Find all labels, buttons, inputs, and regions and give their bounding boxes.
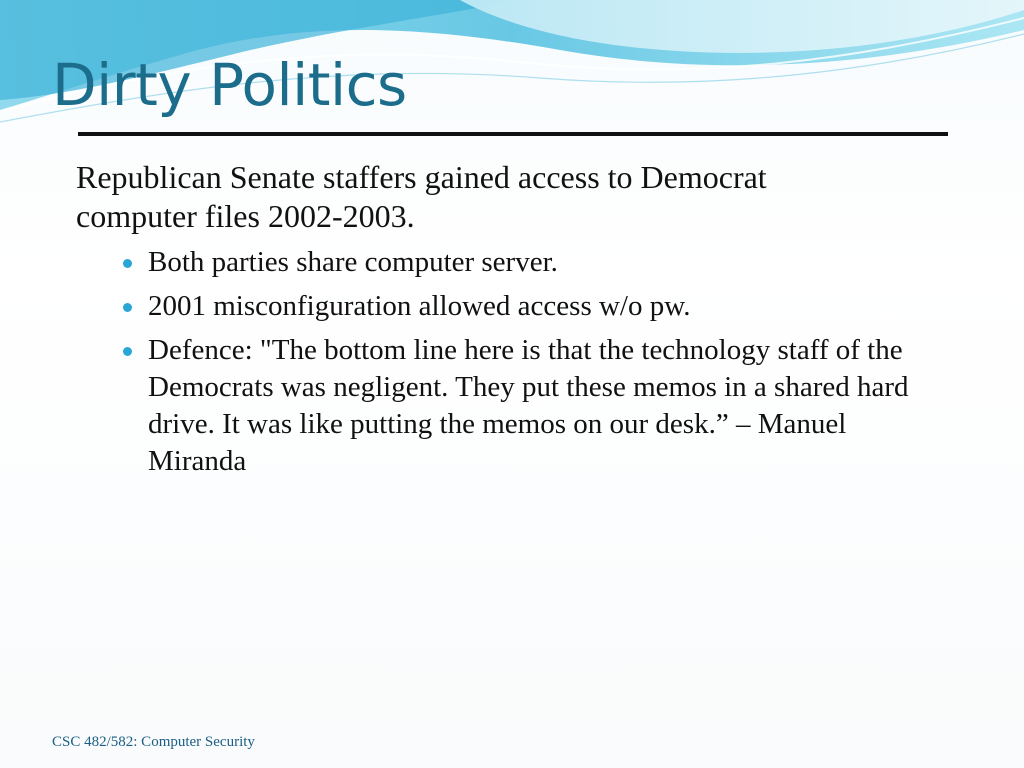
bullet-item (148, 244, 918, 281)
bullet-list (76, 244, 936, 480)
lead-paragraph: Republican Senate staffers gained access to Democrat computer files 2002-2003. (76, 159, 767, 234)
bullet-text: Defence: "The bottom line here is that the technology staff of the Democrats was negligent. They put these memos in a shared hard drive. It was like putting the memos on our desk.” – Manuel Miranda (148, 334, 909, 477)
title-divider (78, 132, 948, 136)
slide-body (76, 158, 936, 487)
bullet-dot-icon (123, 303, 132, 312)
bullet-item (148, 332, 918, 480)
bullet-text: Both parties share computer server. (148, 246, 558, 278)
bullet-dot-icon (123, 347, 132, 356)
bullet-item (148, 288, 918, 325)
slide-title: Dirty Politics (52, 51, 407, 119)
bullet-dot-icon (123, 259, 132, 268)
footer-course-label: CSC 482/582: Computer Security (52, 734, 255, 750)
bullet-text: 2001 misconfiguration allowed access w/o pw. (148, 290, 691, 322)
